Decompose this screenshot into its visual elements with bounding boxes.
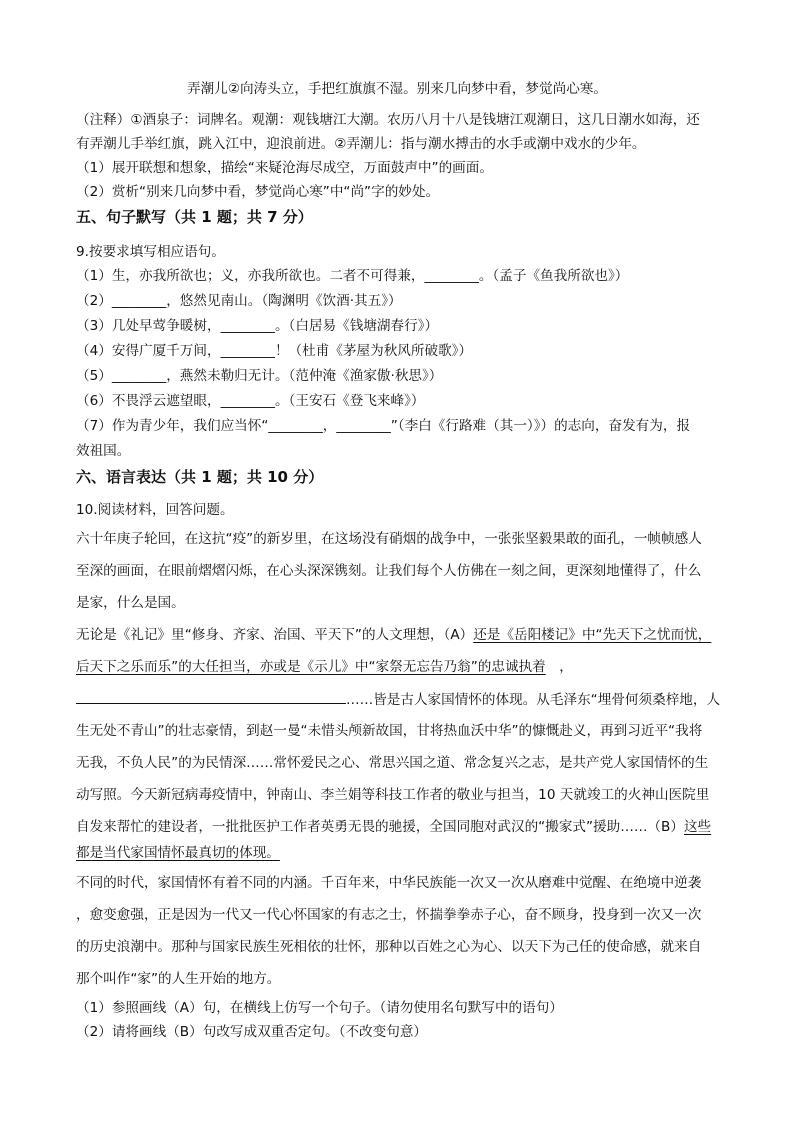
underline-B-part2: 都是当代家国情怀最真切的体现。 bbox=[76, 845, 280, 861]
q9-item-6: （6）不畏浮云遮望眼，________。（王安石《登飞来峰》） bbox=[76, 393, 425, 409]
q9-item-7-cont: 效祖国。 bbox=[76, 443, 131, 459]
para1-line-3: 是家，什么是国。 bbox=[76, 595, 185, 611]
q8-sub1: （1）展开联想和想象，描绘“来疑沧海尽成空，万面鼓声中”的画面。 bbox=[76, 160, 493, 176]
q9-item-5: （5）________，燕然未勒归无计。（范仲淹《渔家傲·秋思》） bbox=[76, 368, 443, 384]
para2-line-5: 无我，不负人民”的为民情深……常怀爱民之心、常思兴国之道、常念复兴之志，是共产党人家国情怀的生 bbox=[76, 755, 709, 771]
para2-line-2-tail: ， bbox=[545, 659, 573, 675]
underline-A-part1: 还是《岳阳楼记》中“先天下之忧而忧， bbox=[473, 627, 712, 643]
underline-B-part1: 这些 bbox=[683, 819, 712, 835]
q9-intro: 9.按要求填写相应语句。 bbox=[76, 244, 225, 260]
q9-item-1: （1）生，亦我所欲也；义，亦我所欲也。二者不可得兼，________。（孟子《鱼我所欲也》） bbox=[76, 268, 629, 284]
q8-sub2: （2）赏析“别来几向梦中看，梦觉尚心寒”中“尚”字的妙处。 bbox=[76, 184, 440, 200]
para2-line-6: 动写照。今天新冠病毒疫情中，钟南山、李兰娟等科技工作者的敬业与担当，10 天就竣工的火神山医院里 bbox=[76, 787, 710, 803]
para1-line-2: 至深的画面，在眼前熠熠闪烁，在心头深深镌刻。让我们每个人仿佛在一刻之间，更深刻地懂得了，什么 bbox=[76, 563, 702, 579]
para2-line-3 bbox=[76, 689, 726, 710]
para2-line-4: 生无处不青山”的壮志豪情，到赵一曼“未惜头颅新故国，甘将热血沃中华”的慷慨赴义，再到习近平“我将 bbox=[76, 723, 703, 739]
para2-line-1 bbox=[76, 625, 726, 645]
notes-line-2: 有弄潮儿手举红旗，跳入江中，迎浪前进。②弄潮儿：指与潮水搏击的水手或潮中戏水的少年。 bbox=[76, 136, 646, 152]
notes-line-1: （注释）①酒泉子：词牌名。观潮：观钱塘江大潮。农历八月十八是钱塘江观潮日，这几日潮水如海，还 bbox=[76, 112, 700, 128]
answer-blank[interactable] bbox=[76, 689, 346, 704]
q9-item-7: （7）作为青少年，我们应当怀“________，________”（李白《行路难（其一）》）的志向，奋发有为，报 bbox=[76, 418, 691, 434]
section-5-heading: 五、句子默写（共 1 题；共 7 分） bbox=[76, 208, 313, 226]
para2-line-2 bbox=[76, 657, 726, 677]
q9-item-3: （3）几处早莺争暖树，________。（白居易《钱塘湖春行》） bbox=[76, 318, 439, 334]
q10-intro: 10.阅读材料，回答问题。 bbox=[76, 502, 234, 518]
q10-sub2: （2）请将画线（B）句改写成双重否定句。（不改变句意） bbox=[76, 1024, 428, 1040]
para2-line-7 bbox=[76, 817, 726, 837]
para2-line-3-text: ……皆是古人家国情怀的体现。从毛泽东“埋骨何须桑梓地，人 bbox=[346, 692, 721, 708]
q9-item-4: （4）安得广厦千万间，________！（杜甫《茅屋为秋风所破歌》） bbox=[76, 343, 473, 359]
para2-line-7-text: 自发来帮忙的建设者，一批批医护工作者英勇无畏的驰援，全国同胞对武汉的“搬家式”援助……（B） bbox=[76, 819, 684, 835]
para3-line-4: 那个叫作“家”的人生开始的地方。 bbox=[76, 971, 281, 987]
para2-line-8 bbox=[76, 843, 726, 863]
underline-A-part2: 后天下之乐而乐”的大任担当，亦或是《示儿》中“家祭无忘告乃翁”的忠诚执着 bbox=[76, 659, 546, 675]
q9-item-2: （2）________，悠然见南山。（陶渊明《饮酒·其五》） bbox=[76, 293, 402, 309]
poem-tail-line: 弄潮儿②向涛头立，手把红旗旗不湿。别来几向梦中看，梦觉尚心寒。 bbox=[187, 81, 607, 97]
para3-line-3: 的历史浪潮中。那种与国家民族生死相依的壮怀，那种以百姓之心为心、以天下为己任的使命感，就来自 bbox=[76, 939, 702, 955]
para2-line-1-text: 无论是《礼记》里“修身、齐家、治国、平天下”的人文理想，（A） bbox=[76, 627, 474, 643]
section-6-heading: 六、语言表达（共 1 题；共 10 分） bbox=[76, 468, 324, 486]
para3-line-1: 不同的时代，家国情怀有着不同的内涵。千百年来，中华民族能一次又一次从磨难中觉醒、在绝境中逆袭 bbox=[76, 875, 702, 891]
para1-line-1: 六十年庚子轮回，在这抗“疫”的新岁里，在这场没有硝烟的战争中，一张张坚毅果敢的面孔，一帧帧感人 bbox=[76, 531, 702, 547]
para3-line-2: ，愈变愈强，正是因为一代又一代心怀国家的有志之士，怀揣拳拳赤子心，奋不顾身，投身到一次又一次 bbox=[76, 907, 702, 923]
q10-sub1: （1）参照画线（A）句，在横线上仿写一个句子。（请勿使用名句默写中的语句） bbox=[76, 1000, 563, 1016]
